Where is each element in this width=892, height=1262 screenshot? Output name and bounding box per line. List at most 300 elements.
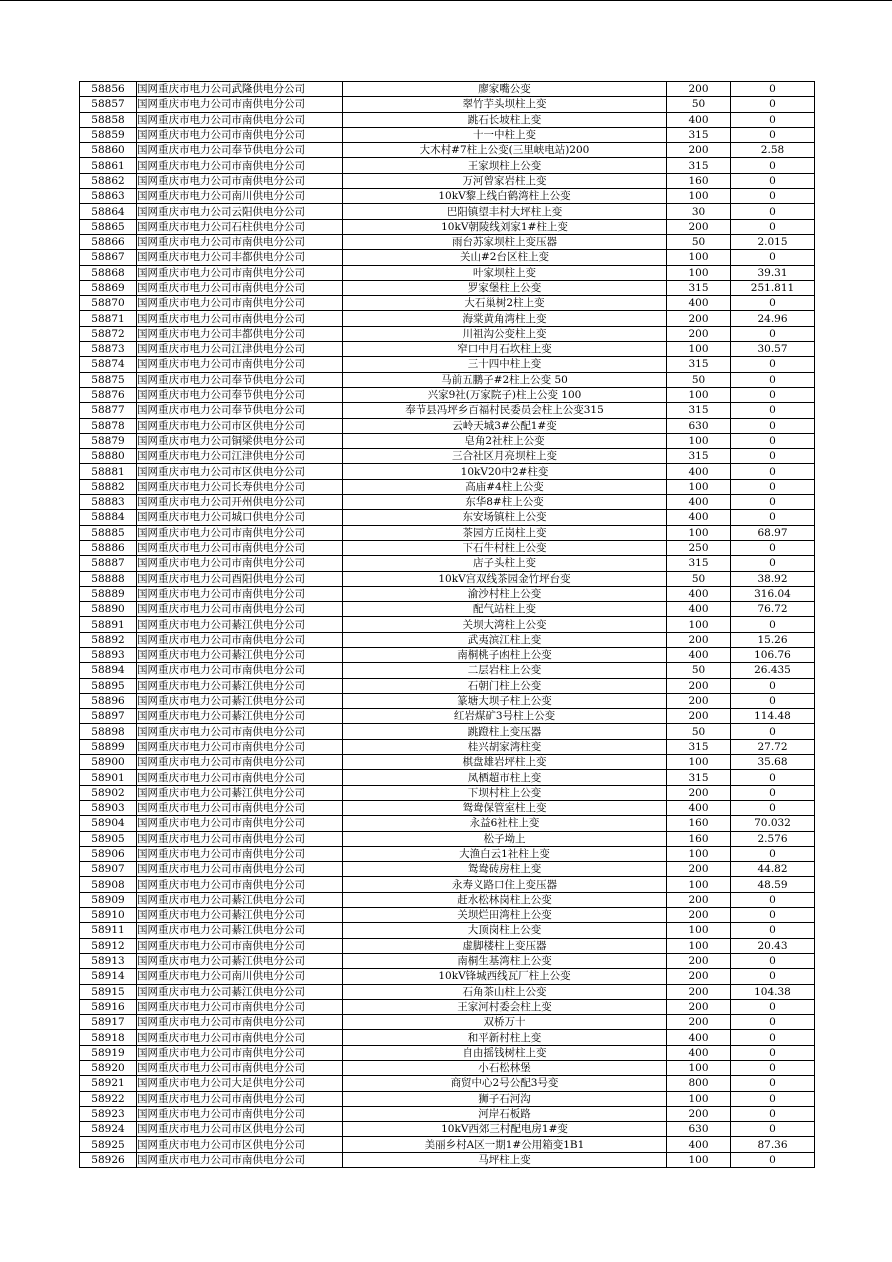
row-id-cell: 58909 (80, 892, 137, 907)
row-id-cell: 58904 (80, 816, 137, 831)
row-id-cell: 58887 (80, 556, 137, 571)
capacity-cell: 50 (667, 234, 731, 249)
row-id-cell: 58856 (80, 82, 137, 97)
value-cell: 2.015 (731, 234, 815, 249)
value-cell: 0 (731, 372, 815, 387)
transformer-name-cell: 狮子石河沟 (343, 1091, 667, 1106)
company-name-cell: 国网重庆市电力公司大足供电分公司 (137, 1076, 343, 1091)
row-id-cell: 58864 (80, 204, 137, 219)
value-cell: 104.38 (731, 984, 815, 999)
transformer-name-cell: 兴家9社(万家院子)柱上公变 100 (343, 387, 667, 402)
table-row (80, 617, 815, 632)
row-id-cell: 58869 (80, 280, 137, 295)
company-name-cell: 国网重庆市电力公司綦江供电分公司 (137, 953, 343, 968)
table-row (80, 846, 815, 861)
row-id-cell: 58898 (80, 724, 137, 739)
value-cell: 2.576 (731, 831, 815, 846)
transformer-name-cell: 红岩煤矿3号柱上公变 (343, 709, 667, 724)
company-name-cell: 国网重庆市电力公司市区供电分公司 (137, 1137, 343, 1152)
capacity-cell: 160 (667, 173, 731, 188)
row-id-cell: 58860 (80, 143, 137, 158)
transformer-name-cell: 和平新村柱上变 (343, 1030, 667, 1045)
company-name-cell: 国网重庆市电力公司奉节供电分公司 (137, 403, 343, 418)
company-name-cell: 国网重庆市电力公司江津供电分公司 (137, 342, 343, 357)
capacity-cell: 200 (667, 969, 731, 984)
table-row (80, 357, 815, 372)
value-cell: 0 (731, 999, 815, 1014)
table-row (80, 250, 815, 265)
row-id-cell: 58868 (80, 265, 137, 280)
table-row (80, 342, 815, 357)
table-row (80, 464, 815, 479)
table-row (80, 632, 815, 647)
transformer-name-cell: 桂兴胡家湾柱变 (343, 739, 667, 754)
transformer-name-cell: 高庙#4柱上公变 (343, 479, 667, 494)
transformer-name-cell: 渝沙村柱上公变 (343, 586, 667, 601)
capacity-cell: 400 (667, 1137, 731, 1152)
value-cell: 0 (731, 556, 815, 571)
row-id-cell: 58918 (80, 1030, 137, 1045)
capacity-cell: 400 (667, 495, 731, 510)
row-id-cell: 58915 (80, 984, 137, 999)
company-name-cell: 国网重庆市电力公司綦江供电分公司 (137, 785, 343, 800)
row-id-cell: 58894 (80, 663, 137, 678)
transformer-name-cell: 关坝大湾柱上公变 (343, 617, 667, 632)
company-name-cell: 国网重庆市电力公司奉节供电分公司 (137, 143, 343, 158)
table-row (80, 831, 815, 846)
transformer-name-cell: 窄口中月石坎柱上变 (343, 342, 667, 357)
capacity-cell: 250 (667, 540, 731, 555)
value-cell: 76.72 (731, 602, 815, 617)
row-id-cell: 58924 (80, 1122, 137, 1137)
company-name-cell: 国网重庆市电力公司市南供电分公司 (137, 816, 343, 831)
table-row (80, 693, 815, 708)
transformer-name-cell: 罗家堡柱上公变 (343, 280, 667, 295)
capacity-cell: 400 (667, 1045, 731, 1060)
table-row (80, 938, 815, 953)
table-row (80, 1076, 815, 1091)
capacity-cell: 630 (667, 1122, 731, 1137)
value-cell: 0 (731, 189, 815, 204)
table-row (80, 143, 815, 158)
table-row (80, 433, 815, 448)
value-cell: 44.82 (731, 862, 815, 877)
transformer-name-cell: 东安场镇柱上公变 (343, 510, 667, 525)
transformer-name-cell: 10kV宫双线茶园金竹坪台变 (343, 571, 667, 586)
value-cell: 0 (731, 1061, 815, 1076)
value-cell: 0 (731, 326, 815, 341)
capacity-cell: 400 (667, 602, 731, 617)
transformer-name-cell: 石角茶山柱上公变 (343, 984, 667, 999)
value-cell: 48.59 (731, 877, 815, 892)
value-cell: 0 (731, 495, 815, 510)
table-row (80, 495, 815, 510)
row-id-cell: 58889 (80, 586, 137, 601)
company-name-cell: 国网重庆市电力公司奉节供电分公司 (137, 372, 343, 387)
row-id-cell: 58882 (80, 479, 137, 494)
transformer-name-cell: 马前五鹏子#2柱上公变 50 (343, 372, 667, 387)
company-name-cell: 国网重庆市电力公司市南供电分公司 (137, 1106, 343, 1121)
capacity-cell: 100 (667, 433, 731, 448)
company-name-cell: 国网重庆市电力公司市南供电分公司 (137, 525, 343, 540)
value-cell: 0 (731, 969, 815, 984)
table-row (80, 1106, 815, 1121)
capacity-cell: 315 (667, 127, 731, 142)
value-cell: 26.435 (731, 663, 815, 678)
row-id-cell: 58900 (80, 755, 137, 770)
value-cell: 0 (731, 678, 815, 693)
transformer-name-cell: 关坝烂田湾柱上公变 (343, 908, 667, 923)
table-row (80, 510, 815, 525)
company-name-cell: 国网重庆市电力公司市南供电分公司 (137, 770, 343, 785)
table-row (80, 647, 815, 662)
table-row (80, 265, 815, 280)
table-row (80, 678, 815, 693)
transformer-name-cell: 三十四中柱上变 (343, 357, 667, 372)
company-name-cell: 国网重庆市电力公司市南供电分公司 (137, 724, 343, 739)
row-id-cell: 58899 (80, 739, 137, 754)
transformer-name-cell: 松子坳上 (343, 831, 667, 846)
capacity-cell: 200 (667, 82, 731, 97)
row-id-cell: 58883 (80, 495, 137, 510)
transformer-name-cell: 大渔白云1社柱上变 (343, 846, 667, 861)
company-name-cell: 国网重庆市电力公司市南供电分公司 (137, 127, 343, 142)
value-cell: 251.811 (731, 280, 815, 295)
company-name-cell: 国网重庆市电力公司云阳供电分公司 (137, 204, 343, 219)
table-row (80, 525, 815, 540)
capacity-cell: 315 (667, 357, 731, 372)
capacity-cell: 100 (667, 265, 731, 280)
capacity-cell: 200 (667, 326, 731, 341)
table-row (80, 1015, 815, 1030)
company-name-cell: 国网重庆市电力公司綦江供电分公司 (137, 908, 343, 923)
row-id-cell: 58863 (80, 189, 137, 204)
transformer-name-cell: 10kV锋城西线瓦厂柱上公变 (343, 969, 667, 984)
company-name-cell: 国网重庆市电力公司丰都供电分公司 (137, 326, 343, 341)
value-cell: 0 (731, 923, 815, 938)
row-id-cell: 58921 (80, 1076, 137, 1091)
transformer-name-cell: 南桐生基湾柱上公变 (343, 953, 667, 968)
capacity-cell: 100 (667, 189, 731, 204)
capacity-cell: 400 (667, 112, 731, 127)
value-cell: 0 (731, 250, 815, 265)
table-row (80, 755, 815, 770)
table-row (80, 280, 815, 295)
table-row (80, 877, 815, 892)
transformer-name-cell: 10kV黎上线白鹤湾柱上公变 (343, 189, 667, 204)
row-id-cell: 58905 (80, 831, 137, 846)
company-name-cell: 国网重庆市电力公司市区供电分公司 (137, 464, 343, 479)
value-cell: 0 (731, 1091, 815, 1106)
table-row (80, 923, 815, 938)
row-id-cell: 58865 (80, 219, 137, 234)
row-id-cell: 58881 (80, 464, 137, 479)
company-name-cell: 国网重庆市电力公司市南供电分公司 (137, 602, 343, 617)
value-cell: 0 (731, 464, 815, 479)
value-cell: 87.36 (731, 1137, 815, 1152)
row-id-cell: 58885 (80, 525, 137, 540)
value-cell: 24.96 (731, 311, 815, 326)
capacity-cell: 315 (667, 556, 731, 571)
transformer-name-cell: 店子头柱上变 (343, 556, 667, 571)
table-row (80, 556, 815, 571)
capacity-cell: 100 (667, 1152, 731, 1167)
transformer-name-cell: 双桥万十 (343, 1015, 667, 1030)
row-id-cell: 58923 (80, 1106, 137, 1121)
row-id-cell: 58879 (80, 433, 137, 448)
value-cell: 0 (731, 127, 815, 142)
row-id-cell: 58876 (80, 387, 137, 402)
capacity-cell: 30 (667, 204, 731, 219)
company-name-cell: 国网重庆市电力公司市南供电分公司 (137, 938, 343, 953)
value-cell: 0 (731, 1106, 815, 1121)
table-row (80, 586, 815, 601)
capacity-cell: 200 (667, 678, 731, 693)
value-cell: 30.57 (731, 342, 815, 357)
value-cell: 0 (731, 846, 815, 861)
row-id-cell: 58890 (80, 602, 137, 617)
value-cell: 0 (731, 97, 815, 112)
company-name-cell: 国网重庆市电力公司市南供电分公司 (137, 831, 343, 846)
capacity-cell: 400 (667, 296, 731, 311)
capacity-cell: 50 (667, 663, 731, 678)
row-id-cell: 58914 (80, 969, 137, 984)
table-row (80, 219, 815, 234)
transformer-name-cell: 凤栖超市柱上变 (343, 770, 667, 785)
table-row (80, 387, 815, 402)
transformer-name-cell: 篆塘大坝子柱上公变 (343, 693, 667, 708)
value-cell: 0 (731, 908, 815, 923)
capacity-cell: 315 (667, 449, 731, 464)
value-cell: 114.48 (731, 709, 815, 724)
transformer-name-cell: 川祖沟公变柱上变 (343, 326, 667, 341)
company-name-cell: 国网重庆市电力公司綦江供电分公司 (137, 984, 343, 999)
company-name-cell: 国网重庆市电力公司綦江供电分公司 (137, 647, 343, 662)
company-name-cell: 国网重庆市电力公司市南供电分公司 (137, 1061, 343, 1076)
company-name-cell: 国网重庆市电力公司市南供电分公司 (137, 173, 343, 188)
capacity-cell: 200 (667, 1015, 731, 1030)
transformer-name-cell: 赶水松林岗柱上公变 (343, 892, 667, 907)
transformer-name-cell: 10kV20中2#柱变 (343, 464, 667, 479)
table-row (80, 663, 815, 678)
value-cell: 0 (731, 204, 815, 219)
table-row (80, 969, 815, 984)
transformer-name-cell: 王家坝柱上公变 (343, 158, 667, 173)
row-id-cell: 58870 (80, 296, 137, 311)
capacity-cell: 200 (667, 219, 731, 234)
capacity-cell: 315 (667, 739, 731, 754)
value-cell: 0 (731, 112, 815, 127)
value-cell: 0 (731, 158, 815, 173)
transformer-name-cell: 河岸石板路 (343, 1106, 667, 1121)
transformer-name-cell: 关山#2台区柱上变 (343, 250, 667, 265)
value-cell: 0 (731, 296, 815, 311)
transformer-name-cell: 二层岩柱上公变 (343, 663, 667, 678)
capacity-cell: 200 (667, 953, 731, 968)
transformer-name-cell: 虚脚楼柱上变压器 (343, 938, 667, 953)
transformer-name-cell: 海棠黄角湾柱上变 (343, 311, 667, 326)
company-name-cell: 国网重庆市电力公司市南供电分公司 (137, 1045, 343, 1060)
row-id-cell: 58875 (80, 372, 137, 387)
capacity-cell: 200 (667, 1106, 731, 1121)
value-cell: 15.26 (731, 632, 815, 647)
capacity-cell: 100 (667, 755, 731, 770)
transformer-name-cell: 自由摇钱树柱上变 (343, 1045, 667, 1060)
transformer-name-cell: 武夷滨江柱上变 (343, 632, 667, 647)
table-row (80, 540, 815, 555)
row-id-cell: 58888 (80, 571, 137, 586)
transformer-name-cell: 10kV西郊三村配电房1#变 (343, 1122, 667, 1137)
value-cell: 39.31 (731, 265, 815, 280)
row-id-cell: 58878 (80, 418, 137, 433)
table-row (80, 173, 815, 188)
row-id-cell: 58926 (80, 1152, 137, 1167)
row-id-cell: 58919 (80, 1045, 137, 1060)
row-id-cell: 58912 (80, 938, 137, 953)
company-name-cell: 国网重庆市电力公司市南供电分公司 (137, 663, 343, 678)
company-name-cell: 国网重庆市电力公司市南供电分公司 (137, 311, 343, 326)
company-name-cell: 国网重庆市电力公司市南供电分公司 (137, 877, 343, 892)
company-name-cell: 国网重庆市电力公司酉阳供电分公司 (137, 571, 343, 586)
row-id-cell: 58907 (80, 862, 137, 877)
company-name-cell: 国网重庆市电力公司江津供电分公司 (137, 449, 343, 464)
row-id-cell: 58910 (80, 908, 137, 923)
value-cell: 0 (731, 1122, 815, 1137)
capacity-cell: 100 (667, 1091, 731, 1106)
row-id-cell: 58859 (80, 127, 137, 142)
value-cell: 0 (731, 173, 815, 188)
capacity-cell: 100 (667, 250, 731, 265)
value-cell: 68.97 (731, 525, 815, 540)
row-id-cell: 58925 (80, 1137, 137, 1152)
row-id-cell: 58861 (80, 158, 137, 173)
row-id-cell: 58920 (80, 1061, 137, 1076)
table-row (80, 984, 815, 999)
value-cell: 106.76 (731, 647, 815, 662)
capacity-cell: 50 (667, 372, 731, 387)
company-name-cell: 国网重庆市电力公司武隆供电分公司 (137, 82, 343, 97)
company-name-cell: 国网重庆市电力公司綦江供电分公司 (137, 693, 343, 708)
company-name-cell: 国网重庆市电力公司綦江供电分公司 (137, 617, 343, 632)
value-cell: 0 (731, 724, 815, 739)
table-row (80, 1061, 815, 1076)
transformer-name-cell: 云岭天城3#公配1#变 (343, 418, 667, 433)
table-row (80, 449, 815, 464)
company-name-cell: 国网重庆市电力公司铜梁供电分公司 (137, 433, 343, 448)
transformer-name-cell: 10kV朝陵线刘家1#柱上变 (343, 219, 667, 234)
table-row (80, 602, 815, 617)
value-cell: 316.04 (731, 586, 815, 601)
value-cell: 27.72 (731, 739, 815, 754)
capacity-cell: 200 (667, 785, 731, 800)
table-row (80, 372, 815, 387)
transformer-name-cell: 永益6社柱上变 (343, 816, 667, 831)
company-name-cell: 国网重庆市电力公司綦江供电分公司 (137, 892, 343, 907)
company-name-cell: 国网重庆市电力公司市南供电分公司 (137, 1152, 343, 1167)
capacity-cell: 630 (667, 418, 731, 433)
table-row (80, 418, 815, 433)
value-cell: 0 (731, 510, 815, 525)
transformer-name-cell: 配气站柱上变 (343, 602, 667, 617)
capacity-cell: 200 (667, 862, 731, 877)
capacity-cell: 200 (667, 892, 731, 907)
table-row (80, 296, 815, 311)
capacity-cell: 200 (667, 908, 731, 923)
transformer-name-cell: 万河曾家岩柱上变 (343, 173, 667, 188)
value-cell: 0 (731, 800, 815, 815)
transformer-name-cell: 叶家坝柱上变 (343, 265, 667, 280)
capacity-cell: 100 (667, 387, 731, 402)
value-cell: 38.92 (731, 571, 815, 586)
transformer-name-cell: 小石松林堡 (343, 1061, 667, 1076)
table-row (80, 862, 815, 877)
transformer-name-cell: 鸳鸯砖房柱上变 (343, 862, 667, 877)
row-id-cell: 58880 (80, 449, 137, 464)
value-cell: 0 (731, 770, 815, 785)
capacity-cell: 315 (667, 403, 731, 418)
table-row (80, 908, 815, 923)
value-cell: 0 (731, 387, 815, 402)
table-row (80, 999, 815, 1014)
table-row (80, 1030, 815, 1045)
transformer-name-cell: 十一中柱上变 (343, 127, 667, 142)
value-cell: 35.68 (731, 755, 815, 770)
transformer-name-cell: 马坪柱上变 (343, 1152, 667, 1167)
row-id-cell: 58922 (80, 1091, 137, 1106)
transformer-name-cell: 下坝村柱上公变 (343, 785, 667, 800)
company-name-cell: 国网重庆市电力公司市南供电分公司 (137, 999, 343, 1014)
table-row (80, 709, 815, 724)
row-id-cell: 58906 (80, 846, 137, 861)
value-cell: 0 (731, 1076, 815, 1091)
row-id-cell: 58903 (80, 800, 137, 815)
capacity-cell: 100 (667, 846, 731, 861)
table-row (80, 571, 815, 586)
table-row (80, 158, 815, 173)
value-cell: 0 (731, 449, 815, 464)
capacity-cell: 800 (667, 1076, 731, 1091)
capacity-cell: 100 (667, 923, 731, 938)
table-row (80, 816, 815, 831)
table-row (80, 770, 815, 785)
company-name-cell: 国网重庆市电力公司长寿供电分公司 (137, 479, 343, 494)
table-row (80, 953, 815, 968)
transformer-name-cell: 大顶岗柱上公变 (343, 923, 667, 938)
value-cell: 0 (731, 540, 815, 555)
table-row (80, 112, 815, 127)
value-cell: 0 (731, 82, 815, 97)
row-id-cell: 58917 (80, 1015, 137, 1030)
value-cell: 0 (731, 1015, 815, 1030)
value-cell: 70.032 (731, 816, 815, 831)
capacity-cell: 400 (667, 464, 731, 479)
capacity-cell: 200 (667, 311, 731, 326)
row-id-cell: 58872 (80, 326, 137, 341)
company-name-cell: 国网重庆市电力公司市南供电分公司 (137, 234, 343, 249)
value-cell: 0 (731, 403, 815, 418)
table-body (80, 82, 815, 1168)
capacity-cell: 100 (667, 938, 731, 953)
transformer-name-cell: 廖家嘴公变 (343, 82, 667, 97)
company-name-cell: 国网重庆市电力公司綦江供电分公司 (137, 678, 343, 693)
row-id-cell: 58874 (80, 357, 137, 372)
capacity-cell: 200 (667, 632, 731, 647)
transformer-name-cell: 南桐桃子凼柱上公变 (343, 647, 667, 662)
company-name-cell: 国网重庆市电力公司市南供电分公司 (137, 862, 343, 877)
transformer-name-cell: 奉节县冯坪乡百福村民委员会柱上公变315 (343, 403, 667, 418)
company-name-cell: 国网重庆市电力公司市南供电分公司 (137, 846, 343, 861)
capacity-cell: 50 (667, 571, 731, 586)
